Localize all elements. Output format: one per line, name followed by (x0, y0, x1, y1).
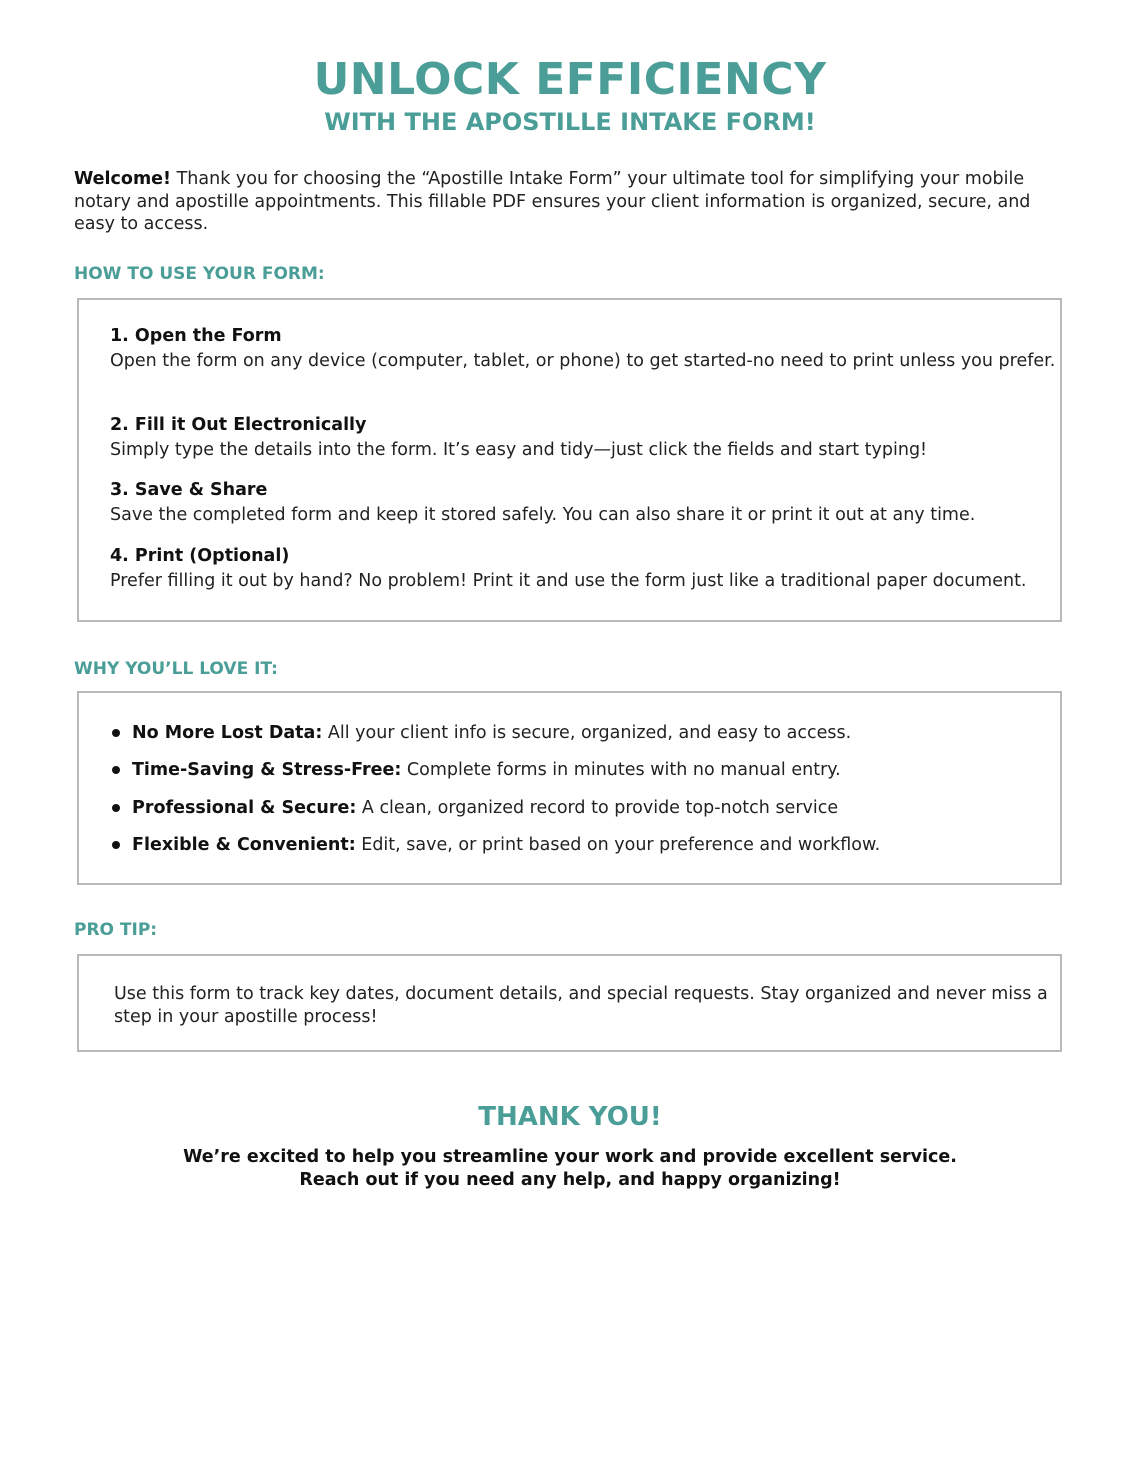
pro-tip-text: Use this form to track key dates, document details, and special requests. Stay organized and never miss a step in your apostille process! (114, 984, 1048, 1027)
step-text: Prefer filling it out by hand? No problem! Print it and use the form just like a traditional paper document. (110, 571, 1027, 591)
benefit-label: Professional & Secure: (132, 797, 357, 818)
pro-tip-heading: PRO TIP: (74, 920, 158, 940)
benefit-label: Flexible & Convenient: (132, 834, 356, 855)
step-title: 2. Fill it Out Electronically (110, 415, 367, 435)
bullet-icon (112, 766, 120, 774)
intro-lead: Welcome! (74, 169, 172, 189)
pro-tip-box (77, 954, 1062, 1052)
benefit-label: Time-Saving & Stress-Free: (132, 760, 402, 781)
closing-line-2: Reach out if you need any help, and happy organizing! (299, 1170, 841, 1190)
benefit-text: All your client info is secure, organized, and easy to access. (322, 723, 852, 743)
step-text: Open the form on any device (computer, tablet, or phone) to get started-no need to print unless you prefer. (110, 351, 1056, 371)
how-to-box (77, 298, 1062, 622)
benefit-label: No More Lost Data: (132, 723, 323, 743)
why-heading: WHY YOU’LL LOVE IT: (74, 659, 278, 679)
page-title: UNLOCK EFFICIENCY (313, 54, 827, 105)
intro-text: Thank you for choosing the “Apostille Intake Form” your ultimate tool for simplifying your mobile notary and apostille appointments. This fillable PDF ensures your client information is organized, secure, and easy to access. (74, 169, 1031, 234)
benefit-text: Complete forms in minutes with no manual entry. (401, 760, 841, 781)
bullet-icon (112, 729, 120, 737)
why-box (77, 691, 1062, 885)
intro-paragraph (74, 168, 1066, 236)
step-title: 4. Print (Optional) (110, 546, 290, 566)
bullet-icon (112, 841, 120, 849)
bullet-icon (112, 804, 120, 812)
benefit-text: A clean, organized record to provide top-notch service (356, 797, 839, 818)
step-title: 1. Open the Form (110, 326, 282, 346)
step-text: Simply type the details into the form. It’s easy and tidy—just click the fields and start typing! (110, 440, 928, 460)
step-item (110, 478, 1060, 526)
list-item (111, 758, 1051, 795)
step-item (110, 544, 1060, 592)
thank-you-heading: THANK YOU! (478, 1102, 662, 1132)
how-to-heading: HOW TO USE YOUR FORM: (74, 264, 325, 284)
list-item (111, 796, 1051, 833)
list-item (111, 833, 1051, 870)
benefit-text: Edit, save, or print based on your preference and workflow. (355, 834, 881, 855)
step-item (110, 413, 1060, 461)
benefits-list (111, 721, 1051, 870)
closing-message (0, 1146, 1140, 1192)
list-item (111, 721, 1051, 758)
closing-line-1: We’re excited to help you streamline your work and provide excellent service. (183, 1147, 957, 1167)
step-title: 3. Save & Share (110, 480, 268, 500)
page-subtitle: WITH THE APOSTILLE INTAKE FORM! (324, 108, 816, 136)
step-text: Save the completed form and keep it stored safely. You can also share it or print it out at any time. (110, 505, 976, 525)
step-item (110, 324, 1060, 372)
